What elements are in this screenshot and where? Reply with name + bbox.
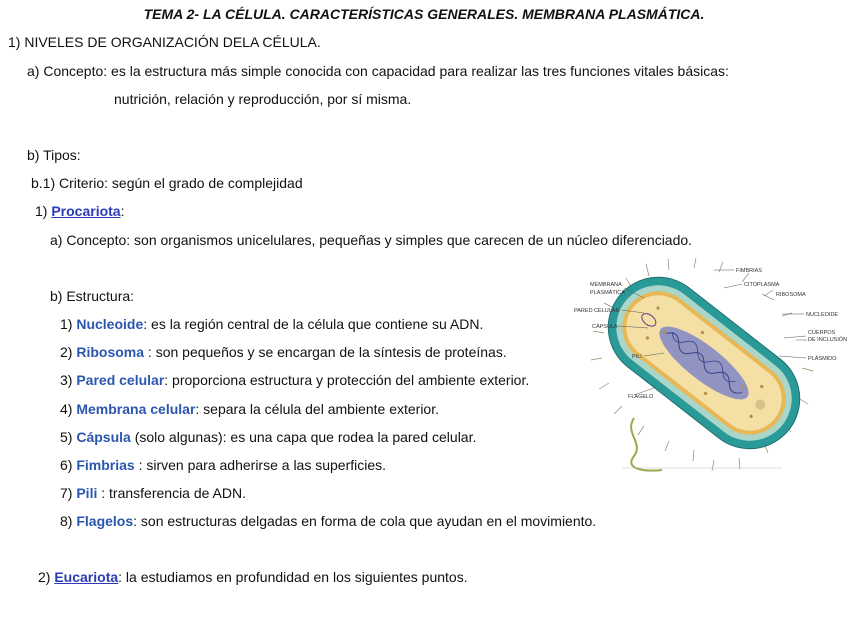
label-capsula: CÁPSULA [592,324,618,330]
label-ribosoma: RIBOSOMA [776,292,806,298]
list-number: 2) [60,344,77,360]
label-fimbrias: FIMBRIAS [736,268,762,274]
list-term: Flagelos [76,513,134,529]
procariota-number: 1) [35,203,52,219]
label-plasmido: PLÁSMIDO [808,356,837,362]
list-term: Fimbrias [76,457,135,473]
prokaryote-cell-diagram [574,258,848,472]
list-term: Membrana celular [76,401,196,417]
list-number: 6) [60,457,77,473]
eucariota-link[interactable]: Eucariota [54,569,119,585]
concepto-text: a) Concepto: es la estructura más simple conocida con capacidad para realizar las tres funciones vitales básicas: [27,63,729,79]
list-item [60,512,596,530]
list-item [60,428,476,446]
eucariota-text: : la estudiamos en profundidad en los siguientes puntos. [118,569,468,585]
estructura-heading: b) Estructura: [50,288,135,304]
list-number: 4) [60,401,77,417]
label-membrana-1: MEMBRANA [590,282,622,288]
list-text: : proporciona estructura y protección del ambiente exterior. [164,372,530,388]
list-number: 8) [60,513,77,529]
label-membrana-2: PLASMÁTICA [590,290,625,296]
procariota-suffix: : [120,203,125,219]
list-term: Nucleoide [76,316,144,332]
list-term: Cápsula [76,429,131,445]
eucariota-heading [38,568,468,586]
list-term: Pili [76,485,98,501]
list-text: : transferencia de ADN. [97,485,246,501]
criterio-text: b.1) Criterio: según el grado de complejidad [31,175,303,191]
list-text: : son pequeños y se encargan de la síntesis de proteínas. [144,344,507,360]
label-flagelo: FLAGELO [628,394,654,400]
list-term: Ribosoma [76,344,145,360]
label-nucleoide: NUCLEOIDE [806,312,839,318]
label-pili: PILI [632,354,642,360]
list-text: : sirven para adherirse a las superficies. [134,457,387,473]
list-text: : son estructuras delgadas en forma de cola que ayudan en el movimiento. [133,513,597,529]
procariota-link[interactable]: Procariota [51,203,121,219]
list-item [60,456,386,474]
list-number: 3) [60,372,77,388]
list-number: 1) [60,316,77,332]
procariota-heading [35,202,124,220]
list-text: : es la región central de la célula que contiene su ADN. [143,316,484,332]
list-term: Pared celular [76,372,165,388]
label-pared: PARED CELULAR [574,308,620,314]
list-text: : separa la célula del ambiente exterior. [195,401,439,417]
procariota-concepto: a) Concepto: son organismos unicelulares, pequeñas y simples que carecen de un núcleo diferenciado. [50,232,693,248]
flagellum [631,418,662,471]
tipos-heading: b) Tipos: [27,147,81,163]
list-item [60,371,529,389]
list-text: (solo algunas): es una capa que rodea la pared celular. [130,429,477,445]
page-title: TEMA 2- LA CÉLULA. CARACTERÍSTICAS GENERALES. MEMBRANA PLASMÁTICA. [143,6,705,22]
list-item [60,343,507,361]
label-cuerpos-2: DE INCLUSIÓN [808,337,848,343]
section-heading: 1) NIVELES DE ORGANIZACIÓN DELA CÉLULA. [8,34,321,50]
label-citoplasma: CITOPLASMA [744,282,780,288]
list-number: 7) [60,485,77,501]
eucariota-number: 2) [38,569,55,585]
label-cuerpos-1: CUERPOS [808,330,836,336]
list-item [60,484,246,502]
list-item [60,400,439,418]
list-number: 5) [60,429,77,445]
concepto-continuation: nutrición, relación y reproducción, por sí misma. [114,91,412,107]
list-item [60,315,483,333]
